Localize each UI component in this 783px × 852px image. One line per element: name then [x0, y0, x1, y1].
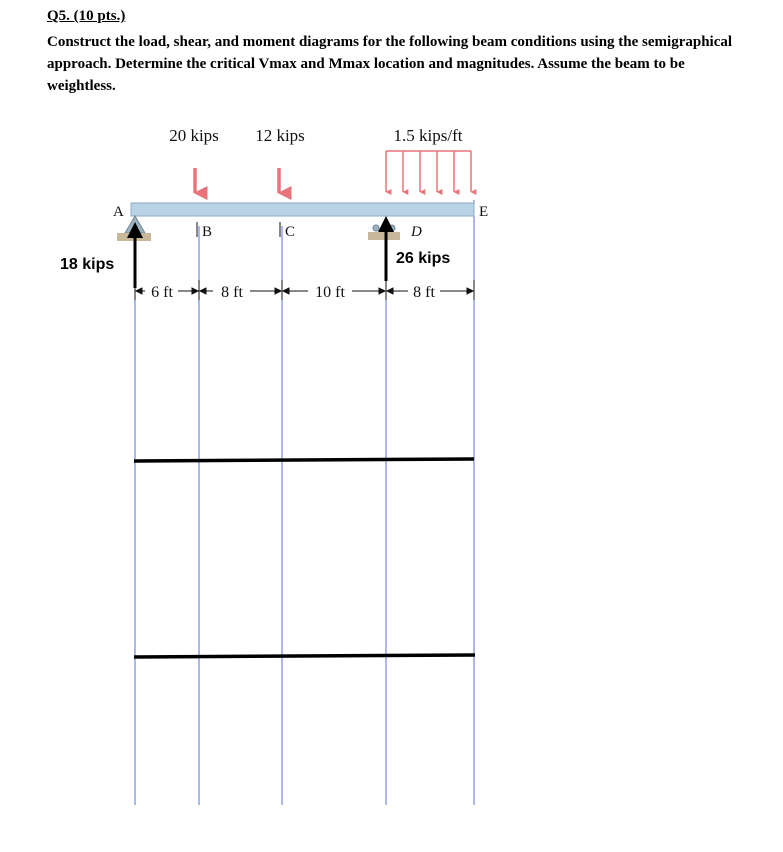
point-label-d: D — [411, 224, 422, 240]
question-text: Construct the load, shear, and moment diagrams for the following beam conditions using the semigraphical approach. Determine the critical Vmax and Mmax location and magnitudes. Assume the beam to be weightless. — [47, 34, 733, 94]
diagram-divider-top — [134, 459, 474, 461]
distributed-load — [386, 151, 471, 192]
reaction-left-label: 18 kips — [60, 256, 115, 273]
point-load-c-label: 12 kips — [255, 126, 305, 145]
reaction-right-label: 26 kips — [396, 250, 451, 267]
point-label-b: B — [202, 224, 213, 240]
point-label-a: A — [113, 204, 124, 220]
dimension-label-bc: 8 ft — [221, 284, 243, 301]
distributed-load-label: 1.5 kips/ft — [393, 126, 463, 145]
dimension-label-ab: 6 ft — [151, 284, 173, 301]
dimension-label-cd: 10 ft — [315, 284, 345, 301]
beam — [131, 203, 474, 216]
diagram-divider-bottom — [134, 655, 475, 657]
point-label-c: C — [285, 224, 296, 240]
question-title: Q5. (10 pts.) — [47, 8, 126, 24]
point-label-e: E — [479, 204, 489, 220]
point-load-b-label: 20 kips — [169, 126, 219, 145]
dimension-label-de: 8 ft — [413, 284, 435, 301]
